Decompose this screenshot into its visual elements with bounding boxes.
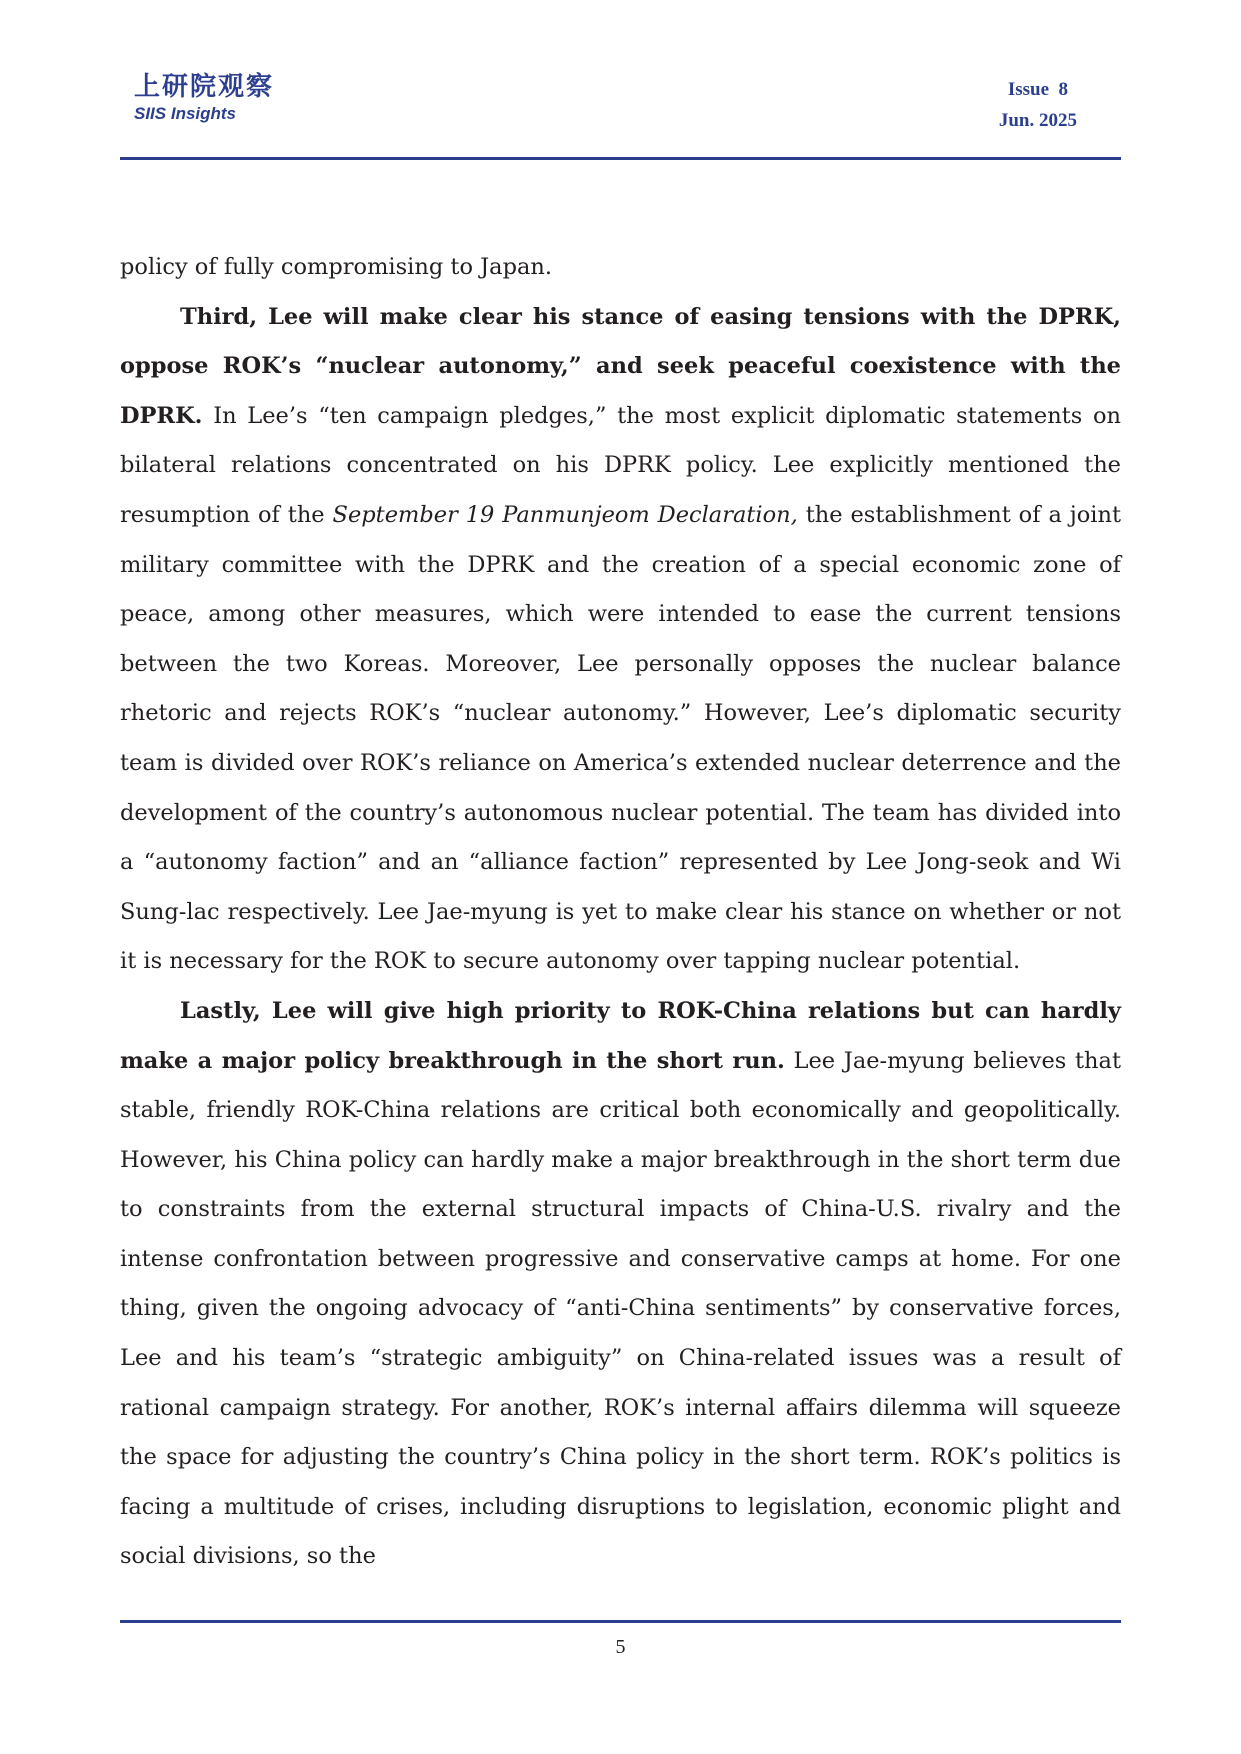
paragraph-text: the establishment of a joint military committee with the DPRK and the creation of a special economic zone of peace, among other measures, which were intended to ease the current tensions between the two Koreas. Moreover, Lee personally opposes the nuclear balance rhetoric and rejects ROK’s “nuclear autonomy.” However, Lee’s diplomatic security team is divided over ROK’s reliance on America’s extended nuclear deterrence and the development of the country’s autonomous nuclear potential. The team has divided into a “autonomy faction” and an “alliance faction” represented by Lee Jong-seok and Wi Sung-lac respectively. Lee Jae-myung is yet to make clear his stance on whether or not it is necessary for the ROK to secure autonomy over tapping nuclear potential. [120, 501, 1122, 975]
issue-number: Issue 8 [1007, 79, 1069, 100]
page-number: 5 [615, 1636, 626, 1658]
paragraph-dprk-stance [120, 293, 1121, 987]
article-body [120, 243, 1121, 1582]
page-header [120, 70, 1121, 160]
declaration-title-italic: September 19 Panmunjeom Declaration, [332, 501, 798, 528]
logo-english-title: SIIS Insights [134, 104, 237, 123]
paragraph-lead-bold: Third, Lee will make clear his stance of easing tensions with the DPRK, oppose ROK’s “nuclear autonomy,” and seek peaceful coexistence with the DPRK. [120, 303, 1121, 429]
header-divider [120, 157, 1121, 160]
footer-divider [120, 1620, 1121, 1623]
siis-logo [134, 72, 274, 124]
paragraph-china-relations [120, 987, 1121, 1582]
paragraph-lead-bold: Lastly, Lee will give high priority to ROK-China relations but can hardly make a major policy breakthrough in the short run. [120, 997, 1121, 1074]
paragraph-text: In Lee’s “ten campaign pledges,” the most explicit diplomatic statements on bilateral relations concentrated on his DPRK policy. Lee explicitly mentioned the resumption of the [120, 402, 1121, 528]
paragraph-continuation [120, 243, 1121, 293]
paragraph-text: policy of fully compromising to Japan. [120, 254, 553, 280]
issue-date: Jun. 2025 [998, 110, 1077, 131]
logo-chinese-title: 上研院观察 [134, 72, 275, 102]
paragraph-text: Lee Jae-myung believes that stable, friendly ROK-China relations are critical both economically and geopolitically. However, his China policy can hardly make a major breakthrough in the short term due to constraints from the external structural impacts of China-U.S. rivalry and the intense confrontation between progressive and conservative camps at home. For one thing, given the ongoing advocacy of “anti-China sentiments” by conservative forces, Lee and his team’s “strategic ambiguity” on China-related issues was a result of rational campaign strategy. For another, ROK’s internal affairs dilemma will squeeze the space for adjusting the country’s China policy in the short term. ROK’s politics is facing a multitude of crises, including disruptions to legislation, economic plight and social divisions, so the [120, 1047, 1122, 1570]
issue-info [999, 74, 1077, 136]
